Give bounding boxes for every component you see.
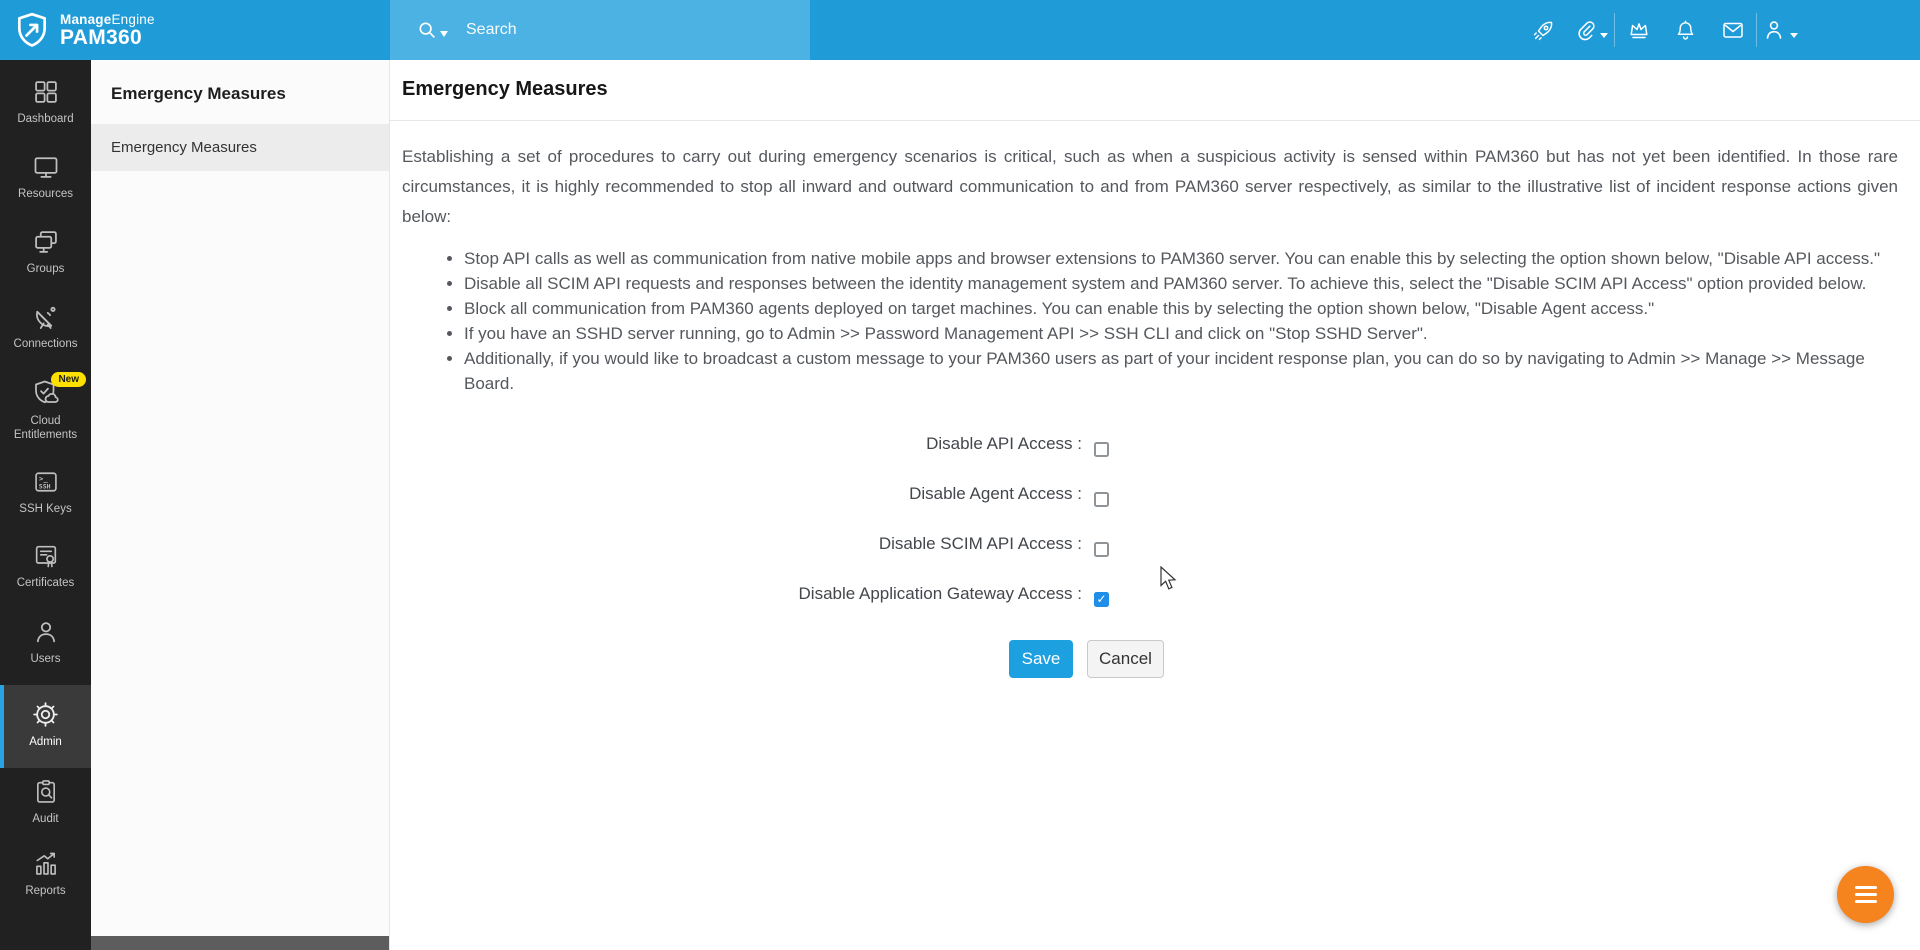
- new-badge: New: [51, 372, 86, 387]
- search-scope-caret-icon[interactable]: [440, 31, 448, 37]
- person-icon: [32, 618, 60, 646]
- top-bar-icons: [1520, 0, 1804, 60]
- field-label: Disable Application Gateway Access :: [798, 584, 1082, 603]
- brand-name: ManageEngine: [60, 11, 155, 27]
- main-content: [390, 60, 1920, 950]
- sidebar-item-users[interactable]: Users: [0, 618, 91, 667]
- svg-text:SSH: SSH: [38, 482, 51, 491]
- sidebar-item-audit[interactable]: Audit: [0, 778, 91, 827]
- scim-api-access-checkbox[interactable]: [1094, 542, 1109, 557]
- intro-line: circumstances, it is highly recommended to stop all inward and outward communication to and from PAM360 server respectively, as similar to the illustrative list of incident response actions given: [402, 177, 1898, 196]
- sidebar-item-certificates[interactable]: Certificates: [0, 542, 91, 591]
- list-item: • Disable all SCIM API requests and responses between the identity management system and PAM360 server. To achieve this, select the "Disable SCIM API Access" option provided below.: [464, 271, 1898, 296]
- intro-paragraph: [402, 142, 1898, 232]
- whats-new-rocket-icon[interactable]: [1520, 0, 1567, 60]
- application-gateway-access-checkbox[interactable]: ✓: [1094, 592, 1109, 607]
- intro-line: Establishing a set of procedures to carry out during emergency scenarios is critical, such as when a suspicious activity is sensed within PAM360 but has not yet been identified. In those rare: [402, 147, 1898, 166]
- sidebar-item-cloud-entitlements[interactable]: New Cloud Entitlements: [0, 378, 91, 442]
- notifications-bell-icon[interactable]: [1662, 0, 1709, 60]
- search-icon[interactable]: [416, 19, 438, 41]
- user-account-caret-icon: [1790, 33, 1798, 38]
- save-button[interactable]: Save: [1009, 640, 1073, 678]
- list-item: • Block all communication from PAM360 agents deployed on target machines. You can enable this by selecting the option shown below, "Disable Agent access.": [464, 296, 1898, 321]
- brand-logo-block[interactable]: [13, 0, 155, 60]
- cancel-button[interactable]: Cancel: [1087, 640, 1164, 678]
- panel-item-emergency-measures[interactable]: Emergency Measures: [91, 124, 389, 171]
- list-item: • If you have an SSHD server running, go to Admin >> Password Management API >> SSH CLI and click on "Stop SSHD Server".: [464, 321, 1898, 346]
- search-input[interactable]: [466, 21, 766, 39]
- user-account-icon[interactable]: [1757, 0, 1804, 60]
- sidebar-item-dashboard[interactable]: Dashboard: [0, 78, 91, 127]
- quick-link-icon[interactable]: [1567, 0, 1614, 60]
- secondary-panel: [91, 60, 390, 950]
- svg-text:>_: >_: [38, 473, 48, 483]
- agent-access-checkbox[interactable]: [1094, 492, 1109, 507]
- quick-link-caret-icon: [1600, 33, 1608, 38]
- api-access-checkbox[interactable]: [1094, 442, 1109, 457]
- form-row: [402, 426, 1898, 476]
- monitor-icon: [32, 153, 60, 181]
- ssh-terminal-icon: [32, 468, 60, 496]
- panel-scrollbar[interactable]: [91, 936, 389, 950]
- panel-title: Emergency Measures: [111, 84, 286, 103]
- field-label: Disable API Access :: [926, 434, 1082, 453]
- stacked-monitors-icon: [32, 228, 60, 256]
- primary-sidebar: [0, 60, 91, 950]
- sidebar-item-connections[interactable]: Connections: [0, 303, 91, 352]
- clipboard-search-icon: [32, 778, 60, 806]
- list-item: • Additionally, if you would like to broadcast a custom message to your PAM360 users as part of your incident response plan, you can do so by navigating to Admin >> Manage >> Message Board.: [464, 346, 1898, 396]
- emergency-measures-form: [402, 426, 1898, 678]
- dashboard-grid-icon: [32, 78, 60, 106]
- menu-icon: [1855, 886, 1877, 889]
- fab-menu-button[interactable]: [1837, 866, 1894, 923]
- sidebar-item-reports[interactable]: Reports: [0, 850, 91, 899]
- field-label: Disable SCIM API Access :: [878, 534, 1082, 553]
- license-crown-icon[interactable]: [1615, 0, 1662, 60]
- form-row: [402, 526, 1898, 576]
- global-search-bar[interactable]: [390, 0, 810, 60]
- form-row: [402, 576, 1898, 626]
- top-bar: [0, 0, 1920, 60]
- field-label: Disable Agent Access :: [909, 484, 1082, 503]
- page-header: [390, 60, 1920, 121]
- list-item: • Stop API calls as well as communication from native mobile apps and browser extensions to PAM360 server. You can enable this by selecting the option shown below, "Disable API access.": [464, 246, 1898, 271]
- sidebar-item-groups[interactable]: Groups: [0, 228, 91, 277]
- certificate-icon: [32, 542, 60, 570]
- form-row: [402, 476, 1898, 526]
- sidebar-item-admin[interactable]: Admin: [0, 685, 91, 768]
- satellite-dish-icon: [32, 303, 60, 331]
- messages-mail-icon[interactable]: [1709, 0, 1756, 60]
- bar-chart-arrow-icon: [32, 850, 60, 878]
- intro-line: below:: [402, 207, 452, 226]
- page-title: Emergency Measures: [402, 78, 608, 100]
- form-buttons: [402, 640, 1898, 678]
- sidebar-item-resources[interactable]: Resources: [0, 153, 91, 202]
- gear-icon: [31, 700, 60, 729]
- brand-product: PAM360: [60, 25, 142, 49]
- incident-response-list: [402, 246, 1898, 396]
- sidebar-item-ssh-keys[interactable]: >_ SSH SSH Keys: [0, 468, 91, 517]
- pam360-shield-icon: [13, 11, 51, 49]
